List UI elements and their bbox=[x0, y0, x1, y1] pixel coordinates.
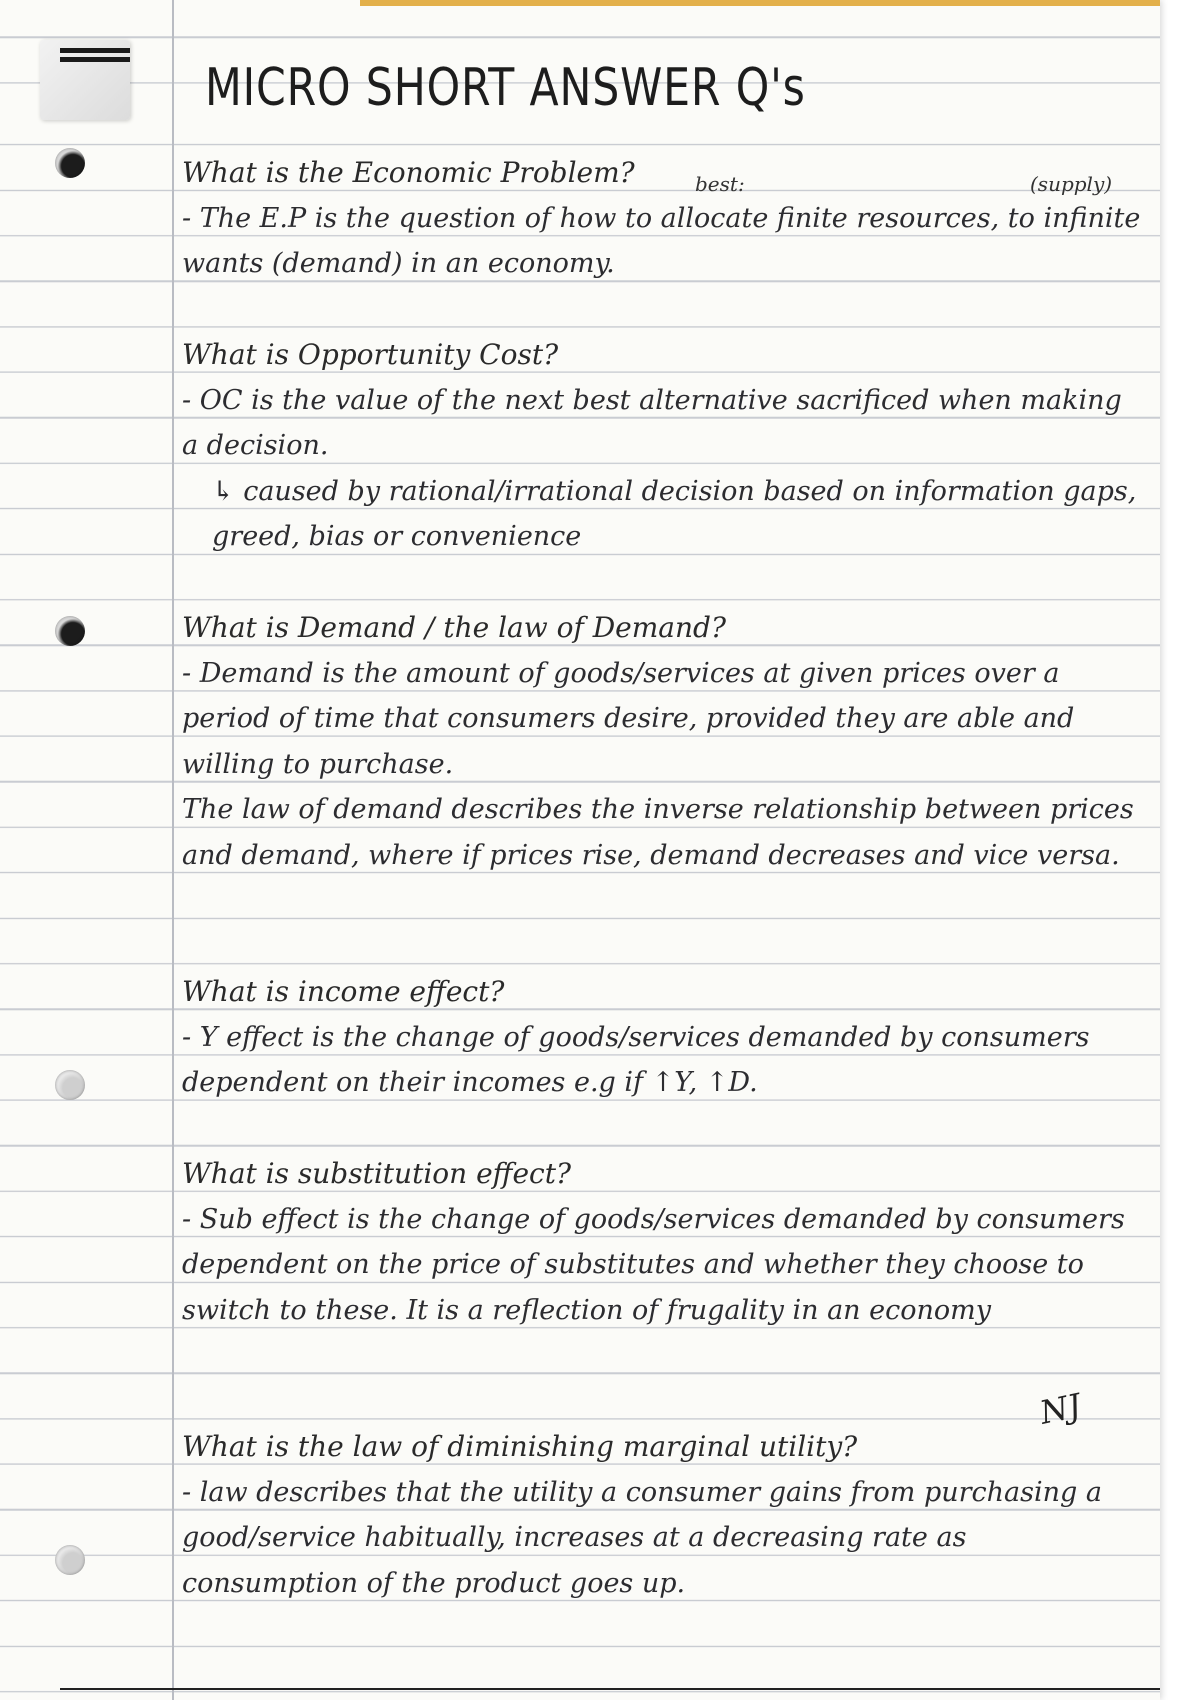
answer-note: ↳ caused by rational/irrational decision based on information gaps, greed, bias or convenience bbox=[212, 475, 1137, 552]
clip-stripe bbox=[60, 57, 130, 62]
answer: - OC is the value of the next best alternative sacrificed when making a decision. bbox=[182, 384, 1122, 461]
clip-stripe bbox=[60, 48, 130, 53]
answer-continued: The law of demand describes the inverse relationship between prices and demand, where if prices rise, demand decreases and vice versa. bbox=[182, 794, 1134, 871]
qa-demand bbox=[182, 605, 1142, 878]
supply-annotation: (supply) bbox=[1030, 172, 1113, 196]
question: What is the law of diminishing marginal utility? bbox=[182, 1430, 858, 1463]
initials: NJ bbox=[1036, 1386, 1085, 1432]
page-title: MICRO SHORT ANSWER Q's bbox=[205, 58, 806, 118]
question: What is the Economic Problem? bbox=[182, 156, 635, 189]
qa-income-effect bbox=[182, 969, 1142, 1106]
question: What is substitution effect? bbox=[182, 1157, 571, 1190]
qa-substitution-effect bbox=[182, 1151, 1142, 1333]
answer: - law describes that the utility a consumer gains from purchasing a good/service habitually, increases at a decreasing rate as consumption of the product goes up. bbox=[182, 1476, 1102, 1599]
answer: - Demand is the amount of goods/services at given prices over a period of time that consumers desire, provided they are able and willing to purchase. bbox=[182, 657, 1075, 780]
page-top-edge bbox=[360, 0, 1160, 6]
margin-line bbox=[172, 0, 174, 1700]
qa-opportunity-cost bbox=[182, 332, 1142, 560]
answer: - Y effect is the change of goods/services demanded by consumers dependent on their incomes e.g if ↑Y, ↑D. bbox=[182, 1021, 1090, 1098]
bottom-rule bbox=[60, 1688, 1160, 1690]
question: What is income effect? bbox=[182, 975, 505, 1008]
punch-hole bbox=[55, 616, 85, 646]
punch-hole bbox=[55, 148, 85, 178]
question: What is Opportunity Cost? bbox=[182, 338, 559, 371]
punch-hole bbox=[55, 1545, 85, 1575]
question: What is Demand / the law of Demand? bbox=[182, 611, 726, 644]
answer: - Sub effect is the change of goods/services demanded by consumers dependent on the price of substitutes and whether they choose to switch to these. It is a reflection of frugality in an economy bbox=[182, 1203, 1125, 1326]
binder-clip bbox=[40, 40, 130, 120]
answer: - The E.P is the question of how to allocate finite resources, to infinite wants (demand) in an economy. bbox=[182, 202, 1141, 279]
insert-annotation: best: bbox=[695, 172, 745, 196]
qa-economic-problem bbox=[182, 150, 1142, 287]
qa-diminishing-marginal-utility bbox=[182, 1424, 1142, 1606]
punch-hole bbox=[55, 1070, 85, 1100]
